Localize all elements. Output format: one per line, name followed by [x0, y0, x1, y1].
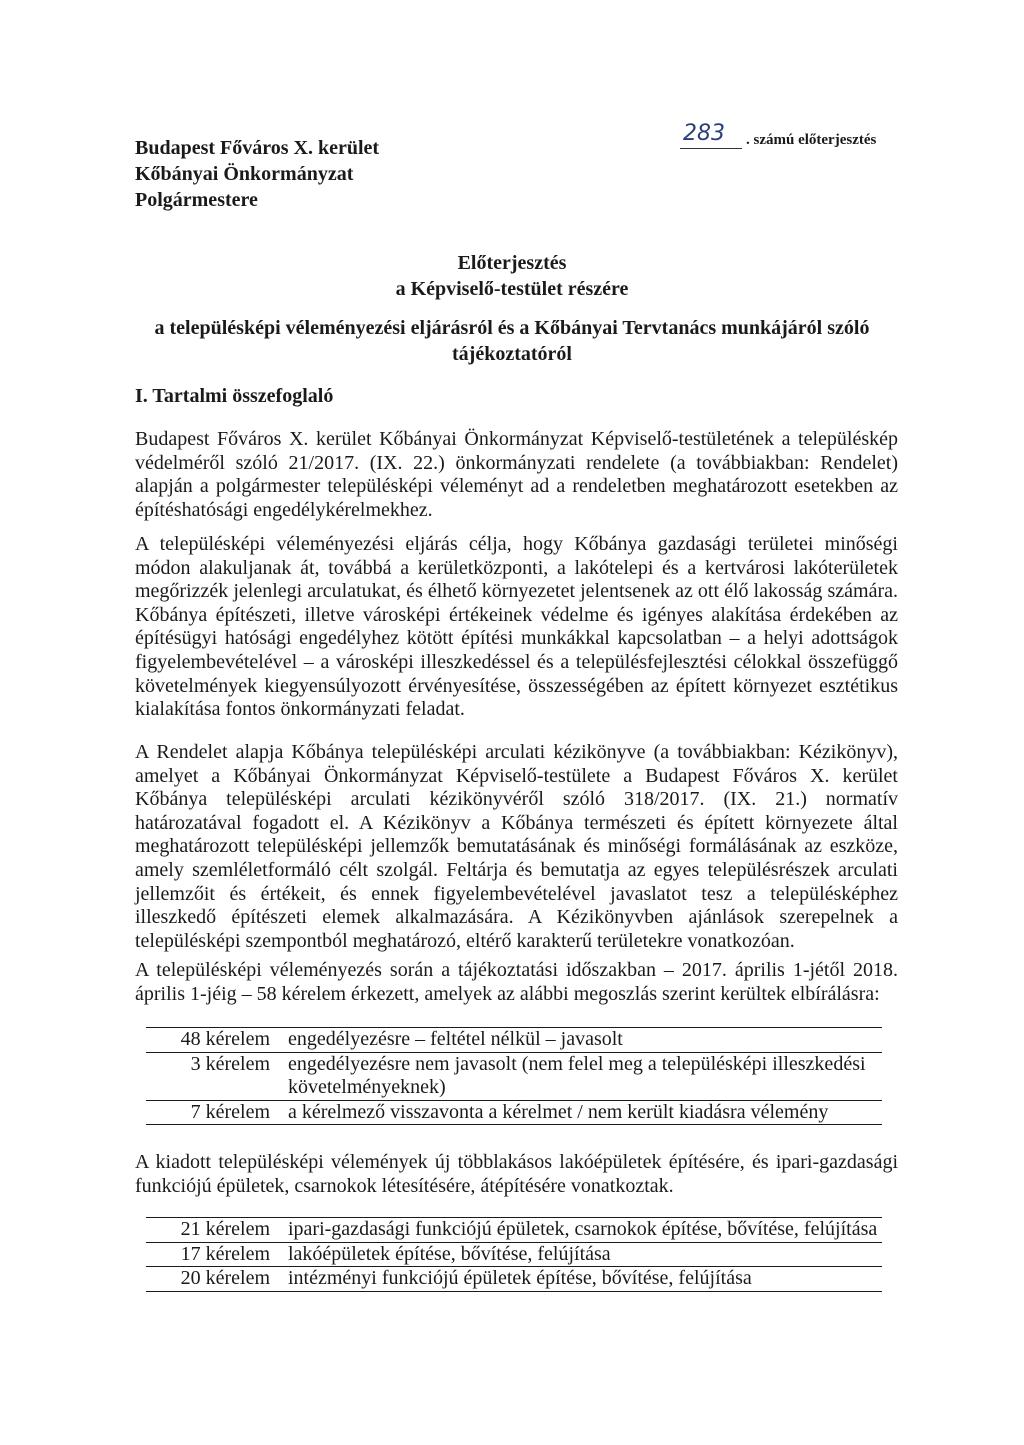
- table-row: [146, 1267, 882, 1292]
- document-title: [120, 250, 904, 302]
- row-description: a kérelmező visszavonta a kérelmet / nem került kiadásra vélemény: [288, 1100, 882, 1125]
- table-row: [146, 1100, 882, 1125]
- row-count: 21 kérelem: [146, 1218, 288, 1243]
- row-count: 17 kérelem: [146, 1242, 288, 1267]
- title-line-1: Előterjesztés: [457, 252, 567, 274]
- title-line-2: a Képviselő-testület részére: [395, 278, 629, 300]
- row-count: 48 kérelem: [146, 1028, 288, 1053]
- row-description: ipari-gazdasági funkciójú épületek, csarnokok építése, bővítése, felújítása: [288, 1218, 882, 1243]
- table-row: [146, 1242, 882, 1267]
- row-count: 20 kérelem: [146, 1267, 288, 1292]
- paragraph-1: Budapest Főváros X. kerület Kőbányai Önkormányzat Képviselő-testületének a településkép védelméről szóló 21/2017. (IX. 22.) önkormányzati rendelete (a továbbiakban: Rendelet) alapján a polgármester településképi véleményt ad a rendeletben meghatározott esetekben az építéshatósági engedélykérelmekhez.: [135, 428, 898, 521]
- row-description: engedélyezésre – feltétel nélkül – javasolt: [288, 1028, 882, 1053]
- title-line-3: a településképi véleményezési eljárásról és a Kőbányai Tervtanács munkájáról szóló: [154, 317, 870, 339]
- submission-number-label: . számú előterjesztés: [746, 132, 877, 148]
- document-subject: [120, 315, 904, 367]
- row-description: lakóépületek építése, bővítése, felújítása: [288, 1242, 882, 1267]
- table-row: [146, 1218, 882, 1243]
- row-count: 3 kérelem: [146, 1052, 288, 1100]
- handwritten-number: 283: [683, 121, 725, 146]
- row-description: engedélyezésre nem javasolt (nem felel meg a településképi illeszkedési követelményeknek): [288, 1052, 882, 1100]
- row-count: 7 kérelem: [146, 1100, 288, 1125]
- category-table: [146, 1217, 882, 1292]
- section-heading: I. Tartalmi összefoglaló: [135, 385, 334, 407]
- title-line-4: tájékoztatóról: [452, 343, 572, 365]
- issuer-line-3: Polgármestere: [135, 189, 258, 211]
- row-description: intézményi funkciójú épületek építése, bővítése, felújítása: [288, 1267, 882, 1292]
- paragraph-5: A kiadott településképi vélemények új többlakásos lakóépületek építésére, és ipari-gazdasági funkciójú épületek, csarnokok létesítésére, átépítésére vonatkoztak.: [135, 1151, 898, 1197]
- table-row: [146, 1028, 882, 1053]
- paragraph-4: A településképi véleményezés során a tájékoztatási időszakban – 2017. április 1-jétől 2018. április 1-jéig – 58 kérelem érkezett, amelyek az alábbi megoszlás szerint kerültek elbírálásra:: [135, 959, 898, 1005]
- issuer-line-2: Kőbányai Önkormányzat: [135, 163, 354, 185]
- table-row: [146, 1052, 882, 1100]
- paragraph-3: A Rendelet alapja Kőbánya településképi arculati kézikönyve (a továbbiakban: Kézikönyv), amelyet a Kőbányai Önkormányzat Képviselő-testülete a Budapest Főváros X. kerület Kőbánya településképi arculati kézikönyvéről szóló 318/2017. (IX. 21.) normatív határozatával fogadott el. A Kézikönyv a Kőbánya természeti és épített környezete által meghatározott településképi jellemzők bemutatásának és minőségi formálásának az eszköze, amely szemléletformáló célt szolgál. Feltárja és bemutatja az egyes településrészek arculati jellemzőit és értékeit, és ennek figyelembevételével javaslatot tesz a településképhez illeszkedő építészeti elemek alkalmazására. A Kézikönyvben ajánlások szerepelnek a településképi szempontból meghatározó, eltérő karakterű területekre vonatkozóan.: [135, 741, 898, 952]
- submission-number: [680, 121, 877, 149]
- decision-table: [146, 1027, 882, 1125]
- number-blank: [680, 121, 742, 149]
- issuer-line-1: Budapest Főváros X. kerület: [135, 137, 380, 159]
- paragraph-2: A településképi véleményezési eljárás célja, hogy Kőbánya gazdasági területei minőségi módon alakuljanak át, továbbá a kerületközponti, a lakótelepi és a kertvárosi lakóterületek megőrizzék jelenlegi arculatukat, és élhető környezetet jelentsenek az ott élő lakosság számára. Kőbánya építészeti, illetve városképi értékeinek védelme és igényes alakítása érdekében az építésügyi hatósági engedélyhez kötött építési munkákkal kapcsolatban – a helyi adottságok figyelembevételével – a városképi illeszkedéssel és a településfejlesztési célokkal összefüggő követelmények kiegyensúlyozott érvényesítése, összességében az épített környezet esztétikus kialakítása fontos önkormányzati feladat.: [135, 533, 898, 721]
- issuer-block: [135, 135, 379, 213]
